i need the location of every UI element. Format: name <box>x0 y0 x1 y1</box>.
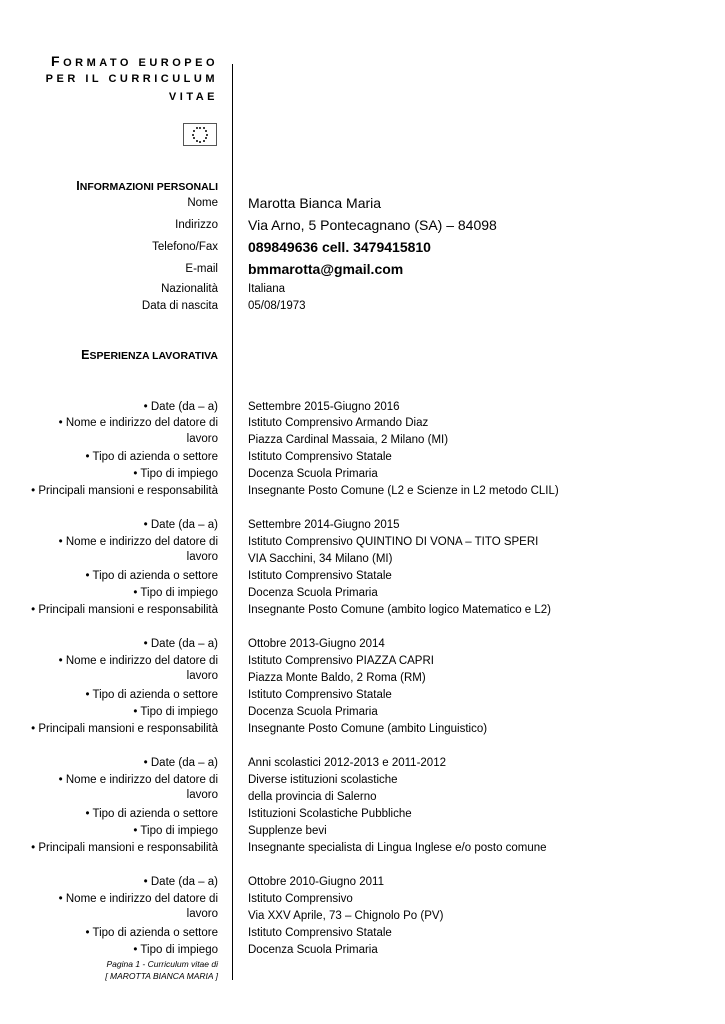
entry-job-type: Docenza Scuola Primaria <box>248 587 378 599</box>
label-sector: • Tipo di azienda o settore <box>85 927 218 939</box>
entry-dates: Settembre 2014-Giugno 2015 <box>248 519 400 531</box>
entry-employer-address: Via XXV Aprile, 73 – Chignolo Po (PV) <box>248 910 444 922</box>
label-dates: • Date (da – a) <box>143 876 218 888</box>
footer-page-label: Pagina 1 - Curriculum vitae di <box>106 959 218 969</box>
entry-job-type: Supplenze bevi <box>248 825 327 837</box>
entry-employer-name: Istituto Comprensivo <box>248 893 353 905</box>
label-job-type: • Tipo di impiego <box>133 587 218 599</box>
entry-employer-address: Piazza Monte Baldo, 2 Roma (RM) <box>248 672 426 684</box>
label-employer: • Nome e indirizzo del datore di <box>58 774 218 786</box>
column-divider <box>232 64 233 980</box>
value-birth-date: 05/08/1973 <box>248 300 306 312</box>
value-phone: 089849636 cell. 3479415810 <box>248 239 431 255</box>
eu-flag-star <box>199 127 201 129</box>
cv-title-line-2: PER IL CURRICULUM <box>45 73 218 85</box>
entry-sector: Istituzioni Scolastiche Pubbliche <box>248 808 412 820</box>
label-job-type: • Tipo di impiego <box>133 944 218 956</box>
entry-employer-name: Diverse istituzioni scolastiche <box>248 774 398 786</box>
label-sector: • Tipo di azienda o settore <box>85 808 218 820</box>
label-job-type: • Tipo di impiego <box>133 706 218 718</box>
label-email: E-mail <box>185 263 218 275</box>
label-employer-cont: lavoro <box>186 551 218 563</box>
value-address: Via Arno, 5 Pontecagnano (SA) – 84098 <box>248 217 497 233</box>
label-sector: • Tipo di azienda o settore <box>85 689 218 701</box>
label-sector: • Tipo di azienda o settore <box>85 451 218 463</box>
label-dates: • Date (da – a) <box>143 638 218 650</box>
entry-sector: Istituto Comprensivo Statale <box>248 570 392 582</box>
entry-dates: Ottobre 2010-Giugno 2011 <box>248 876 384 888</box>
entry-dates: Ottobre 2013-Giugno 2014 <box>248 638 385 650</box>
label-address: Indirizzo <box>175 219 218 231</box>
label-dates: • Date (da – a) <box>143 519 218 531</box>
label-duties: • Principali mansioni e responsabilità <box>31 604 218 616</box>
entry-sector: Istituto Comprensivo Statale <box>248 451 392 463</box>
entry-job-type: Docenza Scuola Primaria <box>248 706 378 718</box>
eu-flag-star <box>192 134 194 136</box>
value-nationality: Italiana <box>248 283 286 295</box>
label-employer-cont: lavoro <box>186 789 218 801</box>
eu-flag-star <box>196 140 198 142</box>
label-employer-cont: lavoro <box>186 908 218 920</box>
entry-employer-address: VIA Sacchini, 34 Milano (MI) <box>248 553 393 565</box>
entry-duties: Insegnante specialista di Lingua Inglese e/o posto comune <box>248 842 547 854</box>
label-name: Nome <box>187 197 218 209</box>
label-nationality: Nazionalità <box>161 283 218 295</box>
page-footer <box>105 958 218 982</box>
eu-flag-star <box>196 127 198 129</box>
eu-flag-star <box>205 137 207 139</box>
entry-dates: Anni scolastici 2012-2013 e 2011-2012 <box>248 757 446 769</box>
section-heading-work-experience: ESPERIENZA LAVORATIVA <box>81 348 218 362</box>
label-job-type: • Tipo di impiego <box>133 468 218 480</box>
label-employer: • Nome e indirizzo del datore di <box>58 417 218 429</box>
entry-sector: Istituto Comprensivo Statale <box>248 927 392 939</box>
footer-owner-name: [ MAROTTA BIANCA MARIA ] <box>105 971 218 981</box>
entry-employer-name: Istituto Comprensivo PIAZZA CAPRI <box>248 655 434 667</box>
entry-job-type: Docenza Scuola Primaria <box>248 468 378 480</box>
label-phone: Telefono/Fax <box>152 241 218 253</box>
entry-duties: Insegnante Posto Comune (ambito logico Matematico e L2) <box>248 604 551 616</box>
entry-employer-address: della provincia di Salerno <box>248 791 377 803</box>
label-duties: • Principali mansioni e responsabilità <box>31 723 218 735</box>
entry-job-type: Docenza Scuola Primaria <box>248 944 378 956</box>
entry-employer-address: Piazza Cardinal Massaia, 2 Milano (MI) <box>248 434 449 446</box>
label-duties: • Principali mansioni e responsabilità <box>31 842 218 854</box>
value-name: Marotta Bianca Maria <box>248 195 382 211</box>
eu-flag-star <box>205 130 207 132</box>
label-duties: • Principali mansioni e responsabilità <box>31 485 218 497</box>
eu-flag-star <box>193 137 195 139</box>
eu-flag-star <box>206 134 208 136</box>
label-employer: • Nome e indirizzo del datore di <box>58 536 218 548</box>
entry-employer-name: Istituto Comprensivo QUINTINO DI VONA – TITO SPERI <box>248 536 539 548</box>
label-sector: • Tipo di azienda o settore <box>85 570 218 582</box>
eu-flag-star <box>193 130 195 132</box>
cv-title-line-1: FORMATO EUROPEO <box>51 53 218 69</box>
entry-sector: Istituto Comprensivo Statale <box>248 689 392 701</box>
entry-dates: Settembre 2015-Giugno 2016 <box>248 401 400 413</box>
entry-duties: Insegnante Posto Comune (ambito Linguistico) <box>248 723 488 735</box>
label-employer: • Nome e indirizzo del datore di <box>58 655 218 667</box>
eu-flag-star <box>199 141 201 143</box>
label-employer: • Nome e indirizzo del datore di <box>58 893 218 905</box>
label-job-type: • Tipo di impiego <box>133 825 218 837</box>
label-employer-cont: lavoro <box>186 670 218 682</box>
eu-flag-icon <box>183 123 217 146</box>
label-employer-cont: lavoro <box>186 433 218 445</box>
label-dates: • Date (da – a) <box>143 757 218 769</box>
cv-title-line-3: VITAE <box>168 91 218 103</box>
eu-flag-star <box>203 140 205 142</box>
eu-flag-star <box>203 127 205 129</box>
entry-duties: Insegnante Posto Comune (L2 e Scienze in L2 metodo CLIL) <box>248 485 559 497</box>
label-birth-date: Data di nascita <box>141 300 218 312</box>
label-dates: • Date (da – a) <box>143 401 218 413</box>
entry-employer-name: Istituto Comprensivo Armando Diaz <box>248 417 429 429</box>
value-email: bmmarotta@gmail.com <box>248 261 404 277</box>
section-heading-personal-info: INFORMAZIONI PERSONALI <box>76 179 218 193</box>
